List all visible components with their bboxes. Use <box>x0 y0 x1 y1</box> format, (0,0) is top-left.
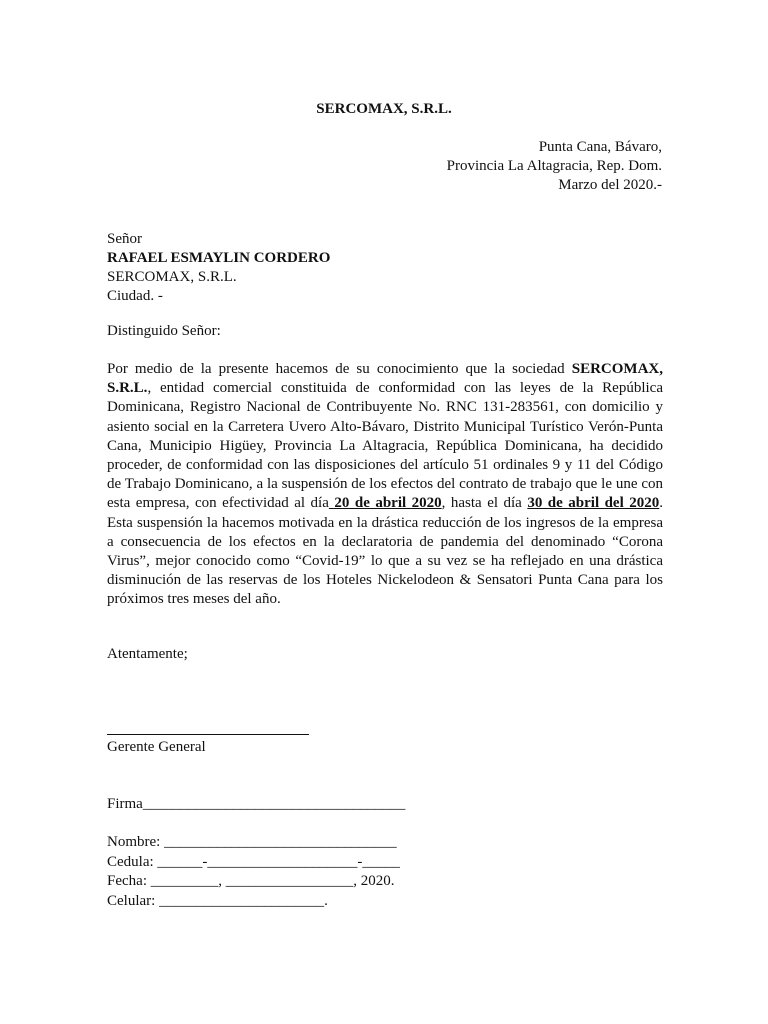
cedula-field: Cedula: ______-____________________-_____ <box>107 853 400 870</box>
closing: Atentamente; <box>107 646 188 662</box>
recipient-name: RAFAEL ESMAYLIN CORDERO <box>107 250 331 266</box>
recipient-block <box>107 230 330 306</box>
recipient-title: Señor <box>107 231 142 247</box>
signature-title: Gerente General <box>107 739 206 755</box>
firma-field: Firma___________________________________ <box>107 796 406 812</box>
suspension-start-date: 20 de abril 2020 <box>328 495 442 512</box>
date-line: Marzo del 2020.- <box>558 177 662 193</box>
suspension-end-date: 30 de abril del 2020 <box>527 495 660 512</box>
place-and-date <box>447 138 662 195</box>
fecha-field: Fecha: _________, _________________, 2020. <box>107 873 395 889</box>
place-line-1: Punta Cana, Bávaro, <box>538 139 662 155</box>
celular-field: Celular: ______________________. <box>107 892 328 909</box>
body-part-3: , hasta el día <box>441 495 528 512</box>
salutation: Distinguido Señor: <box>107 323 221 339</box>
body-part-4: . Esta suspensión la hacemos motivada en la drástica reducción de los ingresos de la empresa a consecuencia de los efectos en la declaratoria de pandemia del denominado “Corona Virus”, mejor conocido como “Covid-19” lo que a su vez se ha reflejado en una drástica disminución de las reservas de los Hoteles Nickelodeon & Sensatori Punta Cana para los próximos tres meses del año. <box>107 495 663 608</box>
acknowledgement-fields <box>107 833 400 911</box>
body-company-name: SERCOMAX, S.R.L. <box>107 361 663 397</box>
letter-body <box>107 360 663 610</box>
body-part-2: , entidad comercial constituida de conformidad con las leyes de la República Dominicana, Registro Nacional de Contribuyente No. RNC 131-283561, con domicilio y asiento social en la Carretera Uvero Alto-Bávaro, Distrito Municipal Turístico Verón-Punta Cana, Municipio Higüey, Provincia La Altagracia, República Dominicana, ha decidido proceder, de conformidad con las disposiciones del artículo 51 ordinales 9 y 11 del Código de Trabajo Dominicano, a la suspensión de los efectos del contrato de trabajo que le une con esta empresa, con efectividad al día <box>107 380 663 512</box>
letterhead-company: SERCOMAX, S.R.L. <box>316 101 452 117</box>
body-part-1: Por medio de la presente hacemos de su conocimiento que la sociedad <box>107 361 572 377</box>
recipient-company: SERCOMAX, S.R.L. <box>107 269 237 285</box>
place-line-2: Provincia La Altagracia, Rep. Dom. <box>446 158 662 174</box>
signature-line <box>107 734 309 735</box>
recipient-city: Ciudad. - <box>107 288 163 304</box>
nombre-field: Nombre: _______________________________ <box>107 834 397 850</box>
